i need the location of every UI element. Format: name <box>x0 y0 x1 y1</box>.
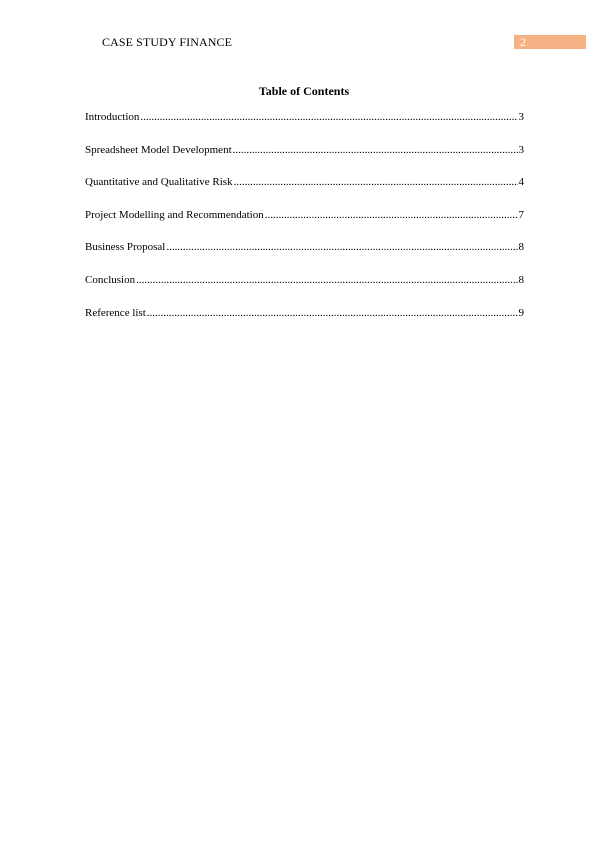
page-number: 2 <box>520 35 526 49</box>
dot-leader <box>234 176 518 188</box>
table-of-contents <box>85 111 524 339</box>
toc-entry-introduction[interactable] <box>85 111 524 144</box>
dot-leader <box>140 111 517 123</box>
dot-leader <box>136 274 517 286</box>
toc-entry-label: Introduction <box>85 111 140 123</box>
toc-entry-label: Business Proposal <box>85 241 166 254</box>
toc-entry-label: Reference list <box>85 306 146 319</box>
toc-entry-reference-list[interactable] <box>85 307 524 340</box>
dot-leader <box>166 241 517 253</box>
dot-leader <box>147 307 518 319</box>
toc-entry-label: Spreadsheet Model Development <box>85 143 232 156</box>
toc-entry-page: 9 <box>518 306 524 319</box>
toc-entry-page: 8 <box>518 273 524 286</box>
toc-entry-label: Project Modelling and Recommendation <box>85 208 264 221</box>
page-number-badge <box>514 35 586 49</box>
toc-entry-spreadsheet-model-development[interactable] <box>85 144 524 177</box>
toc-entry-page: 7 <box>518 208 524 221</box>
running-header-title: CASE STUDY FINANCE <box>102 35 233 49</box>
toc-entry-page: 3 <box>518 143 524 156</box>
toc-entry-label: Conclusion <box>85 273 136 286</box>
toc-entry-page: 4 <box>518 176 524 189</box>
dot-leader <box>233 144 518 156</box>
toc-entry-project-modelling[interactable] <box>85 209 524 242</box>
toc-entry-page: 3 <box>518 111 524 123</box>
dot-leader <box>265 209 518 221</box>
toc-entry-conclusion[interactable] <box>85 274 524 307</box>
toc-entry-quantitative-qualitative-risk[interactable] <box>85 176 524 209</box>
toc-entry-page: 8 <box>518 241 524 254</box>
toc-heading: Table of Contents <box>258 84 350 98</box>
toc-entry-business-proposal[interactable] <box>85 241 524 274</box>
toc-entry-label: Quantitative and Qualitative Risk <box>85 176 233 189</box>
